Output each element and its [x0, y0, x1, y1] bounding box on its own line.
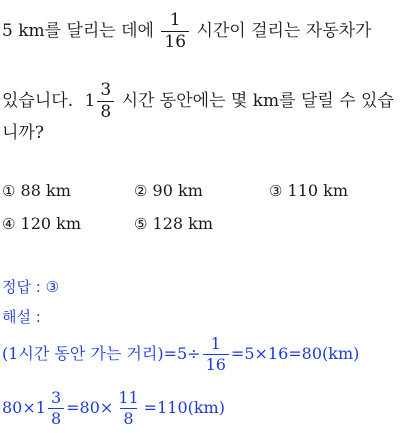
- option-mark: ①: [2, 182, 16, 200]
- question-fraction-3-8: [97, 82, 114, 121]
- fraction-denominator: 8: [48, 408, 64, 427]
- option-text: 120 km: [20, 214, 82, 233]
- fraction-numerator: 3: [100, 80, 112, 100]
- question-line-2: [2, 82, 394, 121]
- question-fraction-1-16: [161, 12, 189, 51]
- question-text-2a: 있습니다.: [2, 91, 74, 111]
- question-text-1b: 시간이 걸리는 자동차가: [196, 21, 372, 41]
- option-2[interactable]: [134, 181, 203, 200]
- fraction-denominator: 16: [203, 354, 229, 373]
- option-mark: ④: [2, 215, 16, 233]
- solution-text-1a: (1시간 동안 가는 거리)=5÷: [2, 344, 201, 363]
- fraction-denominator: 16: [161, 31, 189, 51]
- option-3[interactable]: [269, 181, 348, 200]
- mixed-number-whole: 1: [84, 91, 96, 111]
- fraction-numerator: 11: [118, 388, 139, 407]
- option-5[interactable]: [134, 214, 213, 233]
- option-4[interactable]: [2, 214, 81, 233]
- solution-text-1b: =5×16=80(km): [230, 344, 360, 363]
- fraction-numerator: 3: [50, 388, 62, 407]
- question-line-1: [2, 12, 371, 51]
- fraction-denominator: 8: [120, 408, 136, 427]
- solution-fraction-1-16: [203, 336, 229, 373]
- option-mark: ⑤: [134, 215, 148, 233]
- answer-value: ③: [45, 278, 60, 296]
- option-text: 128 km: [152, 214, 214, 233]
- solution-fraction-3-8: [48, 390, 64, 427]
- option-text: 88 km: [20, 181, 71, 200]
- solution-text-2b: =80×: [66, 398, 114, 417]
- question-line-3: 니까?: [2, 123, 44, 143]
- option-1[interactable]: [2, 181, 71, 200]
- explanation-label: 해설 :: [2, 308, 41, 326]
- fraction-numerator: 1: [210, 334, 221, 353]
- solution-line-1: [2, 336, 359, 373]
- option-text: 90 km: [152, 181, 203, 200]
- option-mark: ③: [269, 182, 283, 200]
- question-text-1a: 5 km를 달리는 데에: [2, 21, 154, 41]
- option-text: 110 km: [287, 181, 349, 200]
- fraction-denominator: 8: [97, 101, 114, 121]
- solution-fraction-11-8: [115, 390, 141, 427]
- fraction-numerator: 1: [169, 10, 181, 30]
- solution-text-2a: 80×1: [2, 398, 46, 417]
- answer-label: 정답 :: [2, 278, 41, 296]
- answer-line: [2, 276, 59, 297]
- option-mark: ②: [134, 182, 148, 200]
- solution-text-2c: =110(km): [143, 398, 225, 417]
- question-text-2b: 시간 동안에는 몇 km를 달릴 수 있습: [121, 91, 394, 111]
- solution-line-2: [2, 390, 225, 427]
